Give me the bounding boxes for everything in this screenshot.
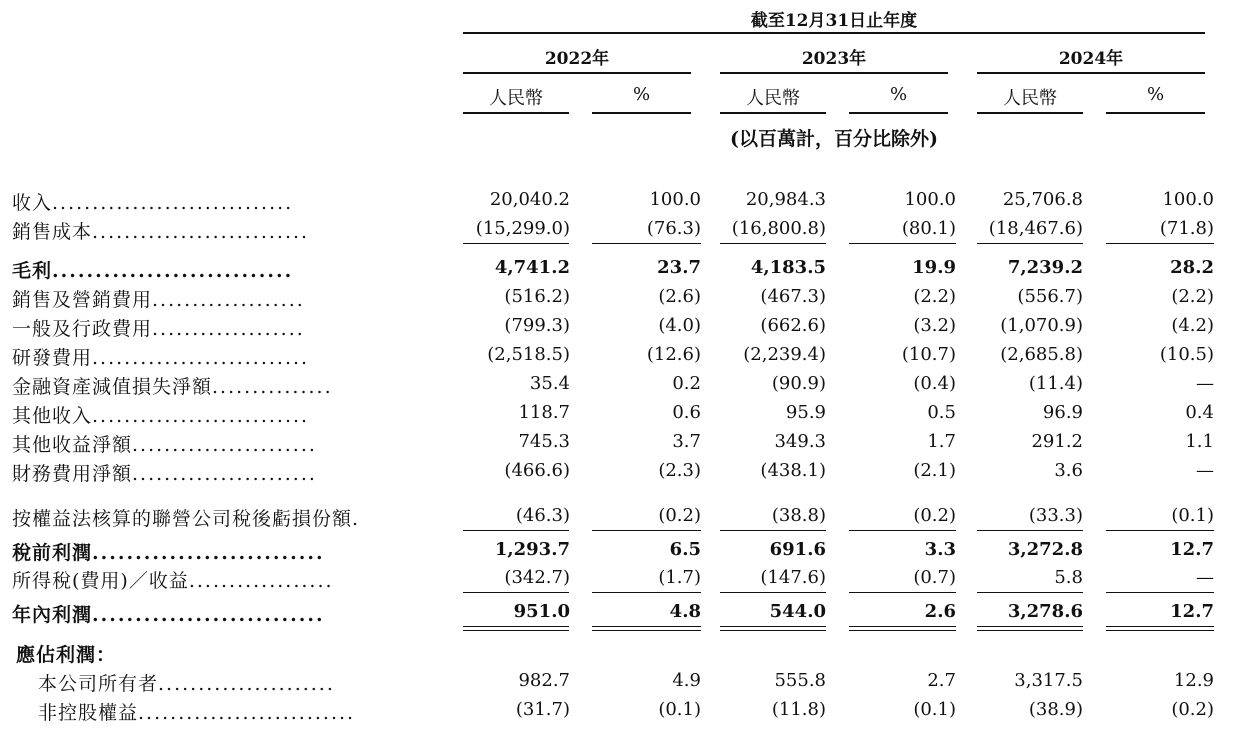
value-cell: 4,183.5: [750, 257, 826, 278]
value-cell: (4.2): [1171, 315, 1214, 336]
value-cell: 349.3: [774, 431, 826, 452]
value-cell: (0.7): [913, 567, 956, 588]
value-cell: 100.0: [649, 189, 701, 210]
value-cell: 0.4: [1185, 402, 1214, 423]
year-rule-2023: [720, 72, 948, 74]
table-rule: [977, 630, 1083, 631]
value-cell: 4,741.2: [494, 257, 570, 278]
table-rule: [720, 630, 826, 631]
table-rule: [977, 592, 1083, 593]
value-cell: 951.0: [513, 601, 570, 622]
value-cell: (0.1): [913, 699, 956, 720]
row-label: [12, 566, 334, 593]
table-rule: [1106, 530, 1214, 531]
value-cell: 982.7: [518, 670, 570, 691]
sub-rule: [977, 112, 1083, 114]
sub-rule: [1106, 112, 1205, 114]
period-rule: [463, 32, 1205, 34]
value-cell: (1,070.9): [1000, 315, 1083, 336]
value-cell: 25,706.8: [1002, 189, 1083, 210]
value-cell: 20,040.2: [489, 189, 570, 210]
value-cell: 1.7: [927, 431, 956, 452]
value-cell: 19.9: [912, 257, 956, 278]
table-rule: [592, 243, 701, 244]
year-2022: 2022年: [544, 49, 610, 69]
row-label-text: 金融資產減值損失淨額: [12, 376, 213, 398]
row-label-text: 銷售及營銷費用: [12, 289, 153, 311]
value-cell: 2.6: [924, 601, 956, 622]
year-rule-2024: [977, 72, 1205, 74]
row-label-text: 收入: [12, 192, 53, 214]
unit-note: (以百萬計，百分比除外): [730, 128, 938, 150]
value-cell: (80.1): [901, 218, 956, 239]
row-label: [12, 343, 309, 370]
sub-rule: [849, 112, 948, 114]
value-cell: 0.2: [672, 373, 701, 394]
leader-dots: ...................: [152, 318, 305, 340]
table-rule: [463, 626, 569, 627]
table-rule: [463, 630, 569, 631]
currency-2023: 人民幣: [746, 88, 800, 109]
table-rule: [592, 592, 701, 593]
value-cell: 3.6: [1054, 460, 1083, 481]
value-cell: (2.3): [658, 460, 701, 481]
pct-2022: %: [632, 84, 651, 105]
leader-dots: ..............................: [52, 192, 294, 214]
leader-dots: ...........................: [92, 347, 310, 369]
sub-rule: [720, 112, 826, 114]
value-cell: 5.8: [1054, 567, 1083, 588]
row-label-text: 銷售成本: [12, 221, 93, 243]
table-rule: [1106, 626, 1214, 627]
table-rule: [592, 626, 701, 627]
currency-2024: 人民幣: [1003, 88, 1057, 109]
table-rule: [849, 630, 956, 631]
attributable-title: 應佔利潤：: [16, 644, 117, 666]
year-2024: 2024年: [1058, 49, 1124, 69]
leader-dots: .......................: [132, 463, 317, 485]
table-rule: [1106, 592, 1214, 593]
value-cell: 12.9: [1173, 670, 1214, 691]
value-cell: 118.7: [518, 402, 570, 423]
value-cell: (18,467.6): [988, 218, 1083, 239]
value-cell: (31.7): [515, 699, 570, 720]
row-label: [12, 538, 325, 565]
table-rule: [977, 243, 1083, 244]
table-rule: [849, 592, 956, 593]
value-cell: —: [1196, 567, 1214, 588]
row-label-text: 其他收入: [12, 405, 93, 427]
table-rule: [592, 630, 701, 631]
table-rule: [463, 592, 569, 593]
value-cell: 6.5: [669, 539, 701, 560]
table-rule: [977, 530, 1083, 531]
value-cell: 12.7: [1170, 539, 1214, 560]
value-cell: (2,685.8): [1000, 344, 1083, 365]
value-cell: (799.3): [504, 315, 570, 336]
value-cell: (2.1): [913, 460, 956, 481]
pct-2023: %: [889, 84, 908, 105]
row-label-text: 本公司所有者: [38, 673, 159, 695]
value-cell: (467.3): [760, 286, 826, 307]
row-label-text: 研發費用: [12, 347, 93, 369]
table-rule: [720, 243, 826, 244]
row-label: [12, 188, 293, 215]
value-cell: (15,299.0): [475, 218, 570, 239]
row-label: [12, 256, 293, 283]
value-cell: 2.7: [927, 670, 956, 691]
row-label: [38, 669, 335, 696]
value-cell: (71.8): [1159, 218, 1214, 239]
row-label-text: 非控股權益: [38, 702, 139, 724]
table-rule: [849, 626, 956, 627]
row-label: [12, 372, 333, 399]
value-cell: 20,984.3: [745, 189, 826, 210]
value-cell: 3.3: [924, 539, 956, 560]
value-cell: 96.9: [1042, 402, 1083, 423]
row-label-text: 毛利: [12, 260, 53, 282]
value-cell: (0.4): [913, 373, 956, 394]
value-cell: (3.2): [913, 315, 956, 336]
currency-2022: 人民幣: [489, 88, 543, 109]
table-rule: [463, 530, 569, 531]
value-cell: 1,293.7: [494, 539, 570, 560]
value-cell: (2.6): [658, 286, 701, 307]
sub-rule: [592, 112, 691, 114]
value-cell: 544.0: [769, 601, 826, 622]
leader-dots: ......................: [158, 673, 335, 695]
table-rule: [849, 243, 956, 244]
period-header: 截至12月31日止年度: [750, 11, 918, 31]
value-cell: (2,518.5): [487, 344, 570, 365]
leader-dots: ...........................: [138, 702, 356, 724]
row-label: [12, 401, 309, 428]
row-label: [12, 285, 305, 312]
value-cell: —: [1196, 373, 1214, 394]
value-cell: 3,272.8: [1007, 539, 1083, 560]
value-cell: 12.7: [1170, 601, 1214, 622]
value-cell: (1.7): [658, 567, 701, 588]
value-cell: 100.0: [904, 189, 956, 210]
row-label: [12, 504, 360, 531]
value-cell: 4.8: [669, 601, 701, 622]
row-label: [12, 600, 325, 627]
table-rule: [592, 530, 701, 531]
value-cell: (38.8): [771, 505, 826, 526]
value-cell: 745.3: [518, 431, 570, 452]
value-cell: 1.1: [1185, 431, 1214, 452]
value-cell: (76.3): [646, 218, 701, 239]
row-label-text: 所得稅(費用)／收益: [12, 570, 189, 592]
value-cell: 3,278.6: [1007, 601, 1083, 622]
value-cell: (2,239.4): [743, 344, 826, 365]
leader-dots: .......................: [132, 434, 317, 456]
leader-dots: ...........................: [92, 221, 310, 243]
table-rule: [720, 626, 826, 627]
value-cell: (33.3): [1028, 505, 1083, 526]
value-cell: 35.4: [529, 373, 570, 394]
table-rule: [720, 530, 826, 531]
pct-2024: %: [1146, 84, 1165, 105]
value-cell: (4.0): [658, 315, 701, 336]
leader-dots: ...................: [152, 289, 305, 311]
value-cell: (2.2): [913, 286, 956, 307]
row-label: [12, 217, 309, 244]
value-cell: (2.2): [1171, 286, 1214, 307]
value-cell: 95.9: [785, 402, 826, 423]
value-cell: 3.7: [672, 431, 701, 452]
value-cell: (147.6): [760, 567, 826, 588]
year-2023: 2023年: [801, 49, 867, 69]
value-cell: 100.0: [1162, 189, 1214, 210]
value-cell: —: [1196, 460, 1214, 481]
leader-dots: ...........................: [92, 604, 325, 626]
row-label-text: 年內利潤: [12, 604, 93, 626]
value-cell: 3,317.5: [1014, 670, 1083, 691]
row-label-text: 一般及行政費用: [12, 318, 153, 340]
value-cell: (11.4): [1028, 373, 1083, 394]
value-cell: (0.2): [913, 505, 956, 526]
row-label-text: 其他收益淨額: [12, 434, 133, 456]
table-rule: [849, 530, 956, 531]
year-rule-2022: [463, 72, 691, 74]
value-cell: (516.2): [504, 286, 570, 307]
leader-dots: ............................: [52, 260, 294, 282]
leader-dots: ...........................: [92, 405, 310, 427]
table-rule: [1106, 243, 1214, 244]
value-cell: (90.9): [771, 373, 826, 394]
value-cell: (0.2): [1171, 699, 1214, 720]
row-label: [12, 459, 317, 486]
row-label-text: 稅前利潤: [12, 542, 93, 564]
value-cell: (16,800.8): [731, 218, 826, 239]
row-label: [12, 314, 305, 341]
value-cell: 4.9: [672, 670, 701, 691]
sub-rule: [463, 112, 569, 114]
leader-dots: .: [352, 508, 361, 530]
value-cell: (0.2): [658, 505, 701, 526]
leader-dots: ...............: [212, 376, 333, 398]
table-rule: [1106, 630, 1214, 631]
row-label: [38, 698, 355, 725]
row-label-text: 財務費用淨額: [12, 463, 133, 485]
value-cell: (466.6): [504, 460, 570, 481]
value-cell: (556.7): [1017, 286, 1083, 307]
value-cell: 0.6: [672, 402, 701, 423]
value-cell: (0.1): [1171, 505, 1214, 526]
value-cell: (0.1): [658, 699, 701, 720]
value-cell: (662.6): [760, 315, 826, 336]
value-cell: (10.7): [901, 344, 956, 365]
table-rule: [463, 243, 569, 244]
value-cell: (11.8): [771, 699, 826, 720]
value-cell: (10.5): [1159, 344, 1214, 365]
leader-dots: ..................: [188, 570, 334, 592]
value-cell: 691.6: [769, 539, 826, 560]
value-cell: (438.1): [760, 460, 826, 481]
value-cell: 0.5: [927, 402, 956, 423]
value-cell: 555.8: [774, 670, 826, 691]
value-cell: 291.2: [1031, 431, 1083, 452]
value-cell: (12.6): [646, 344, 701, 365]
value-cell: (38.9): [1028, 699, 1083, 720]
table-rule: [977, 626, 1083, 627]
value-cell: 28.2: [1170, 257, 1214, 278]
row-label: [12, 430, 317, 457]
row-label-text: 按權益法核算的聯營公司稅後虧損份額: [12, 508, 353, 530]
leader-dots: ...........................: [92, 542, 325, 564]
value-cell: 23.7: [657, 257, 701, 278]
value-cell: 7,239.2: [1007, 257, 1083, 278]
value-cell: (342.7): [504, 567, 570, 588]
table-rule: [720, 592, 826, 593]
value-cell: (46.3): [515, 505, 570, 526]
